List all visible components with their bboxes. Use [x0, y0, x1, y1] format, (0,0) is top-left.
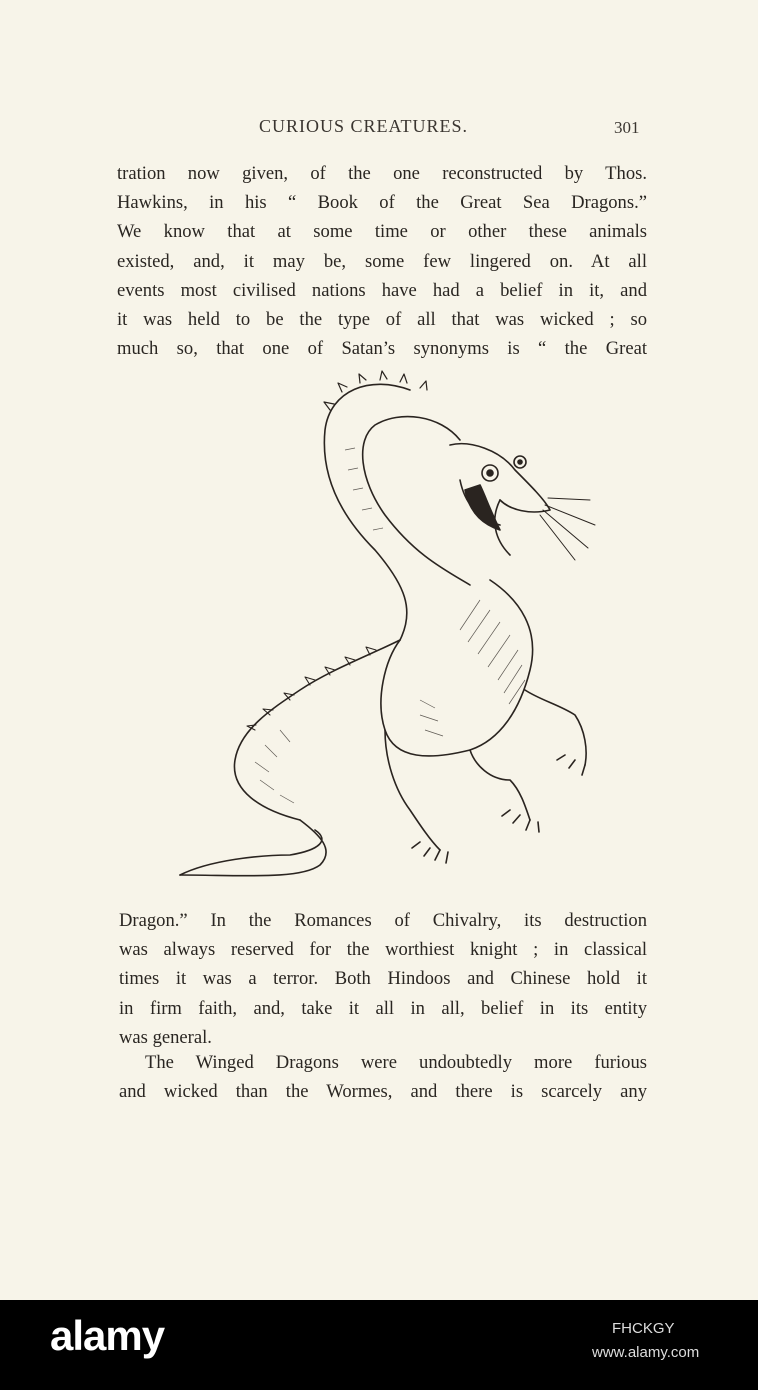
sea-dragon-illustration — [170, 370, 610, 890]
text-line: We know that at some time or other these animals — [117, 221, 647, 243]
image-id: FHCKGY — [612, 1320, 675, 1337]
text-line: The Winged Dragons were undoubtedly more furious — [145, 1052, 647, 1073]
text-line: and wicked than the Wormes, and there is scarcely any — [119, 1081, 647, 1103]
text-line: tration now given, of the one reconstructed by Thos. — [117, 163, 647, 184]
text-line: it was held to be the type of all that was wicked ; so — [117, 309, 647, 331]
text-line: Dragon.” In the Romances of Chivalry, its destruction — [119, 910, 647, 931]
text-line: much so, that one of Satan’s synonyms is “ the Great — [117, 338, 647, 360]
paragraph-bottom — [119, 906, 647, 1052]
text-line: times it was a terror. Both Hindoos and Chinese hold it — [119, 968, 647, 990]
text-line: was always reserved for the worthiest knight ; in classical — [119, 939, 647, 961]
text-line: was general. — [119, 1026, 212, 1048]
text-line: existed, and, it may be, some few lingered on. At all — [117, 250, 647, 272]
paragraph-last — [119, 1048, 647, 1106]
text-line: Hawkins, in his “ Book of the Great Sea Dragons.” — [117, 192, 647, 214]
text-line: in firm faith, and, take it all in all, belief in its entity — [119, 997, 647, 1019]
running-head: CURIOUS CREATURES. — [259, 116, 469, 136]
page-number: 301 — [614, 118, 640, 137]
site-url: www.alamy.com — [592, 1344, 700, 1361]
paragraph-top — [117, 159, 647, 363]
text-line: events most civilised nations have had a belief in it, and — [117, 279, 647, 301]
alamy-logo: alamy — [50, 1312, 165, 1359]
